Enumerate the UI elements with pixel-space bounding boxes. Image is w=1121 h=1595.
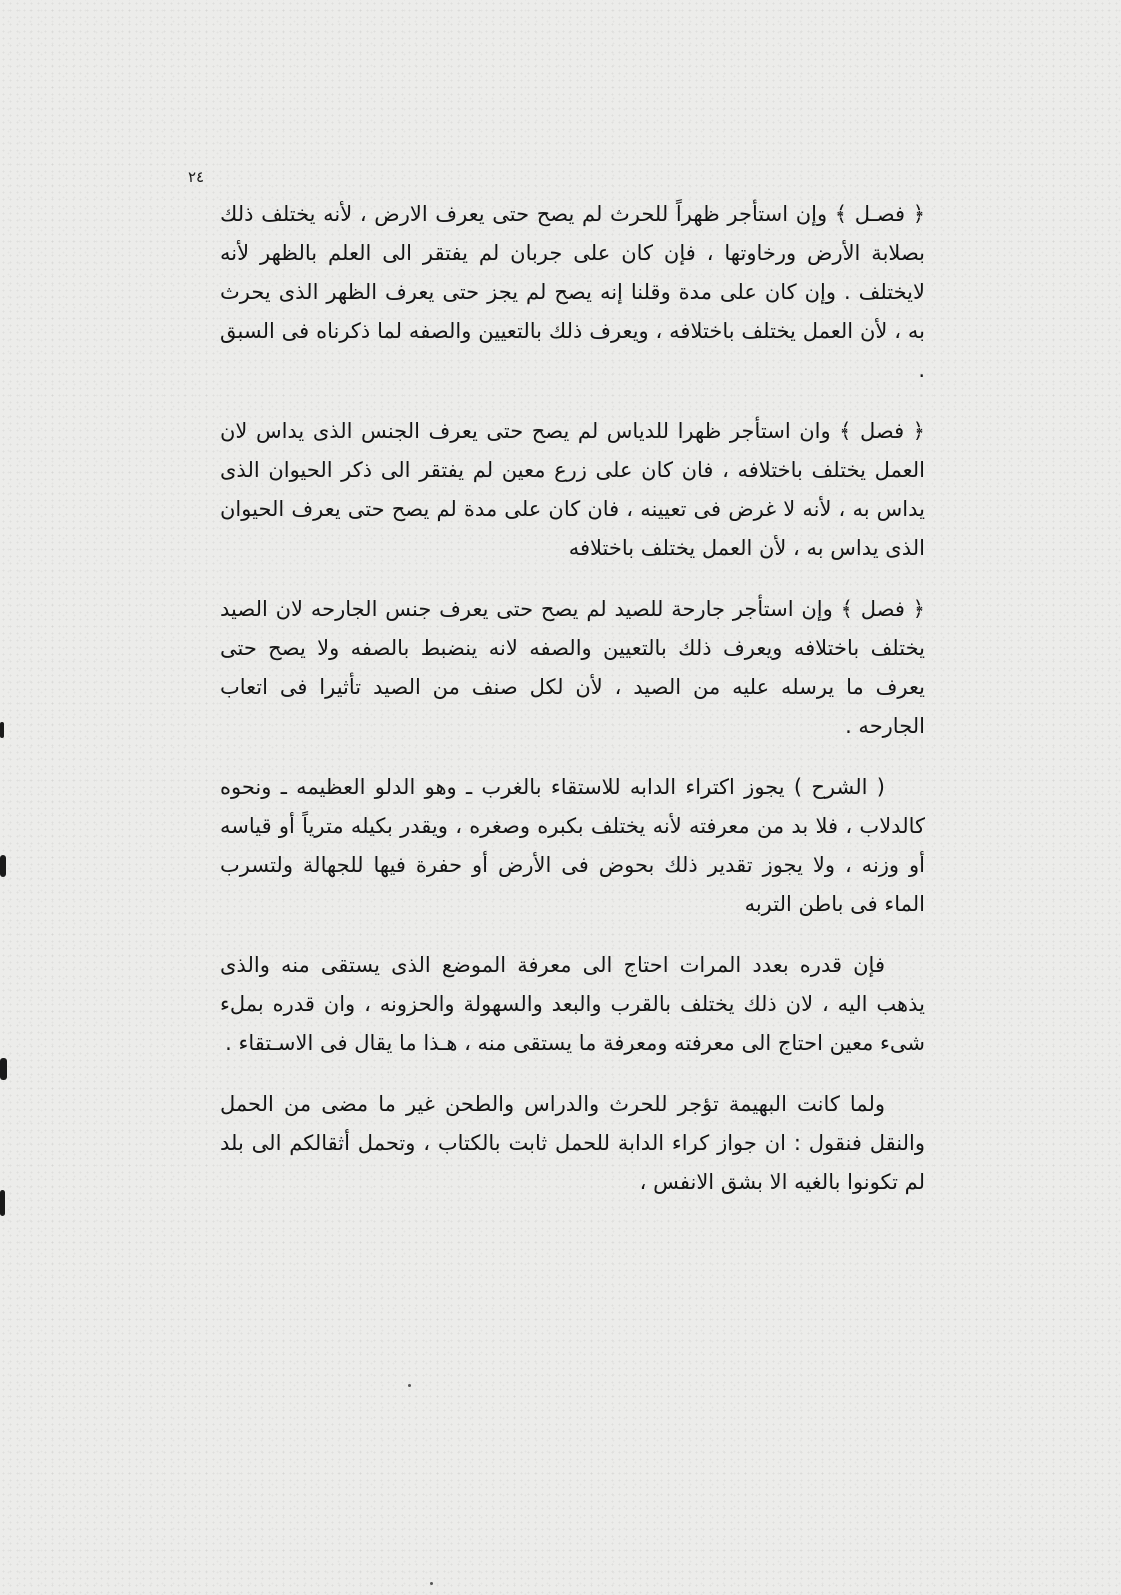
paper-speck [408, 1384, 411, 1387]
paper-speck [430, 1582, 433, 1585]
paragraph-carrying-loads: ولما كانت البهيمة تؤجر للحرث والدراس والطحن غير ما مضى من الحمل والنقل فنقول : ان جواز كراء الدابة للحمل ثابت بالكتاب ، وتحمل أثقالكم الى بلد لم تكونوا بالغيه الا بشق الانفس ، [220, 1092, 925, 1194]
binding-mark [0, 1058, 7, 1080]
paragraph-sharh-watering: ( الشرح ) يجوز اكتراء الدابه للاستقاء بالغرب ـ وهو الدلو العظيمه ـ ونحوه كالدلاب ، فلا بد من معرفته لأنه يختلف بكبره وصغره ، ويقدر بكيله مترياً أو قياسه أو وزنه ، ولا يجوز تقدير ذلك بحوض فى الأرض أو حفرة فيها للجهالة ولتسرب الماء فى باطن التربه [220, 775, 925, 916]
paragraph-counting-trips: فإن قدره بعدد المرات احتاج الى معرفة الموضع الذى يستقى منه والذى يذهب اليه ، لان ذلك يختلف بالقرب والبعد والسهولة والحزونه ، وان قدره بملء شىء معين احتاج الى معرفته ومعرفة ما يستقى منه ، هـذا ما يقال فى الاسـتقاء . [220, 953, 925, 1055]
page-number: ٢٤ [188, 168, 205, 186]
paragraph-fasl-threshing: ﴿ فصل ﴾ وان استأجر ظهرا للدياس لم يصح حتى يعرف الجنس الذى يداس لان العمل يختلف باختلافه ، فان كان على زرع معين لم يفتقر الى ذكر الحيوان الذى يداس به ، لأنه لا غرض فى تعيينه ، فان كان على مدة لم يصح حتى يعرف الحيوان الذى يداس به ، لأن العمل يختلف باختلافه [220, 419, 925, 560]
paragraph-fasl-hunting: ﴿ فصل ﴾ وإن استأجر جارحة للصيد لم يصح حتى يعرف جنس الجارحه لان الصيد يختلف باختلافه ويعرف ذلك بالتعيين والصفه لانه ينضبط بالصفه ولا يصح حتى يعرف ما يرسله عليه من الصيد ، لأن لكل صنف من الصيد تأثيرا فى اتعاب الجارحه . [220, 597, 925, 738]
binding-mark [0, 855, 6, 877]
binding-mark [0, 722, 4, 738]
page-text-body [220, 195, 925, 1224]
binding-mark [0, 1190, 5, 1216]
paragraph-fasl-plowing: ﴿ فصـل ﴾ وإن استأجر ظهراً للحرث لم يصح حتى يعرف الارض ، لأنه يختلف ذلك بصلابة الأرض ورخاوتها ، فإن كان على جربان لم يفتقر الى العلم بالظهر لأنه لايختلف . وإن كان على مدة وقلنا إنه يصح لم يجز حتى يعرف الظهر الذى يحرث به ، لأن العمل يختلف باختلافه ، ويعرف ذلك بالتعيين والصفه لما ذكرناه فى السبق . [220, 202, 925, 382]
